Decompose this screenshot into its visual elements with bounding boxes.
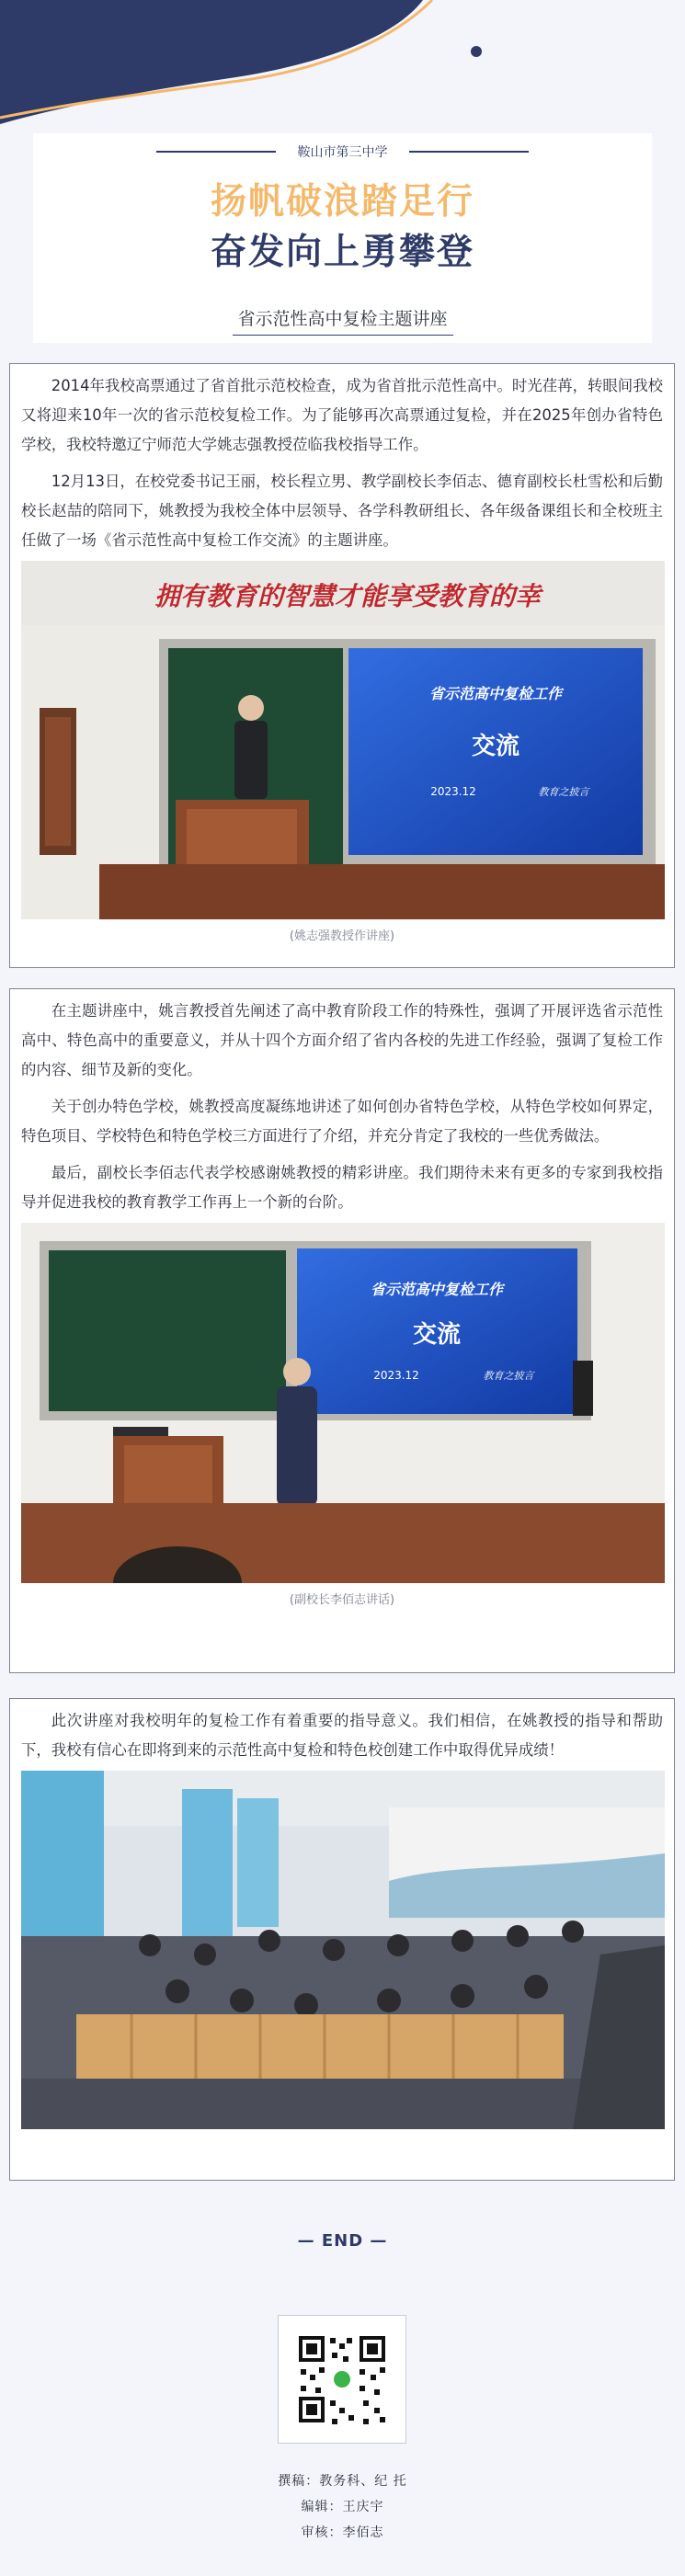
school-name-row (0, 142, 685, 161)
audience-photo (21, 1771, 665, 2129)
paragraph: 12月13日，在校党委书记王丽，校长程立男、教学副校长李佰志、德育副校长杜雪松和后勤校长赵喆的陪同下，姚教授为我校全体中层领导、各学科教研组长、各年级备课组长和全校班主任做了一场《省示范性高中复检工作交流》的主题讲座。 (21, 473, 663, 549)
page-subtitle: 省示范性高中复检主题讲座 (237, 309, 448, 329)
qr-code-icon (279, 2316, 405, 2443)
paragraph: 关于创办特色学校，姚教授高度凝练地讲述了如何创办省特色学校，从特色学校如何界定，特色项目、学校特色和特色学校三方面进行了介绍，并充分肯定了我校的一些优秀做法。 (21, 1098, 663, 1145)
school-name: 鞍山市第三中学 (297, 145, 388, 160)
headline-line-1: 扬帆破浪踏足行 (210, 181, 474, 222)
header-wave-decoration (0, 0, 685, 138)
credit-editor: 编辑：王庆宇 (301, 2500, 384, 2514)
photo-banner-text: 拥有教育的智慧才能享受教育的幸 (154, 581, 542, 611)
photo-screen-title: 省示范高中复检工作 (428, 685, 563, 702)
divider (409, 151, 529, 153)
paragraph: 最后，副校长李佰志代表学校感谢姚教授的精彩讲座。我们期待未来有更多的专家到我校指导并促进我校的教育教学工作再上一个新的台阶。 (21, 1164, 663, 1211)
credit-reviewer: 审核：李佰志 (301, 2525, 384, 2540)
photo-caption: (姚志强教授作讲座) (289, 929, 395, 943)
article-section-2 (9, 988, 675, 1673)
photo-screen-main: 交流 (412, 1321, 462, 1349)
paragraph: 2014年我校高票通过了省首批示范校检查，成为省首批示范性高中。时光荏苒，转眼间我校又将迎来10年一次的省示范校复检工作。为了能够再次高票通过复检，并在2025年创办省特色学校，我校特邀辽宁师范大学姚志强教授莅临我校指导工作。 (21, 377, 663, 453)
photo-caption: (副校长李佰志讲话) (289, 1593, 395, 1607)
paragraph: 在主题讲座中，姚言教授首先阐述了高中教育阶段工作的特殊性，强调了开展评选省示范性高中、特色高中的重要意义，并从十四个方面介绍了省内各校的先进工作经验，强调了复检工作的内容、细节及新的变化。 (21, 1002, 663, 1078)
photo-screen-sign: 教育之披言 (538, 786, 589, 798)
photo-screen-title: 省示范高中复检工作 (370, 1281, 504, 1298)
speech-photo (21, 1223, 665, 1583)
paragraph: 此次讲座对我校明年的复检工作有着重要的指导意义。我们相信，在姚教授的指导和帮助下，我校有信心在即将到来的示范性高中复检和特色校创建工作中取得优异成绩！ (21, 1712, 663, 1759)
qr-code[interactable] (278, 2315, 406, 2444)
photo-screen-date: 2023.12 (430, 785, 476, 798)
photo-screen-sign: 教育之披言 (483, 1370, 534, 1382)
article-section-3 (9, 1698, 675, 2181)
headline-line-2: 奋发向上勇攀登 (210, 232, 474, 273)
lecture-photo (21, 561, 665, 919)
divider (233, 335, 453, 336)
photo-screen-date: 2023.12 (373, 1369, 419, 1382)
credit-author: 撰稿：教务科、纪 托 (278, 2474, 407, 2489)
end-marker: — END — (297, 2231, 388, 2251)
article-section-1 (9, 363, 675, 968)
photo-screen-main: 交流 (471, 733, 520, 760)
